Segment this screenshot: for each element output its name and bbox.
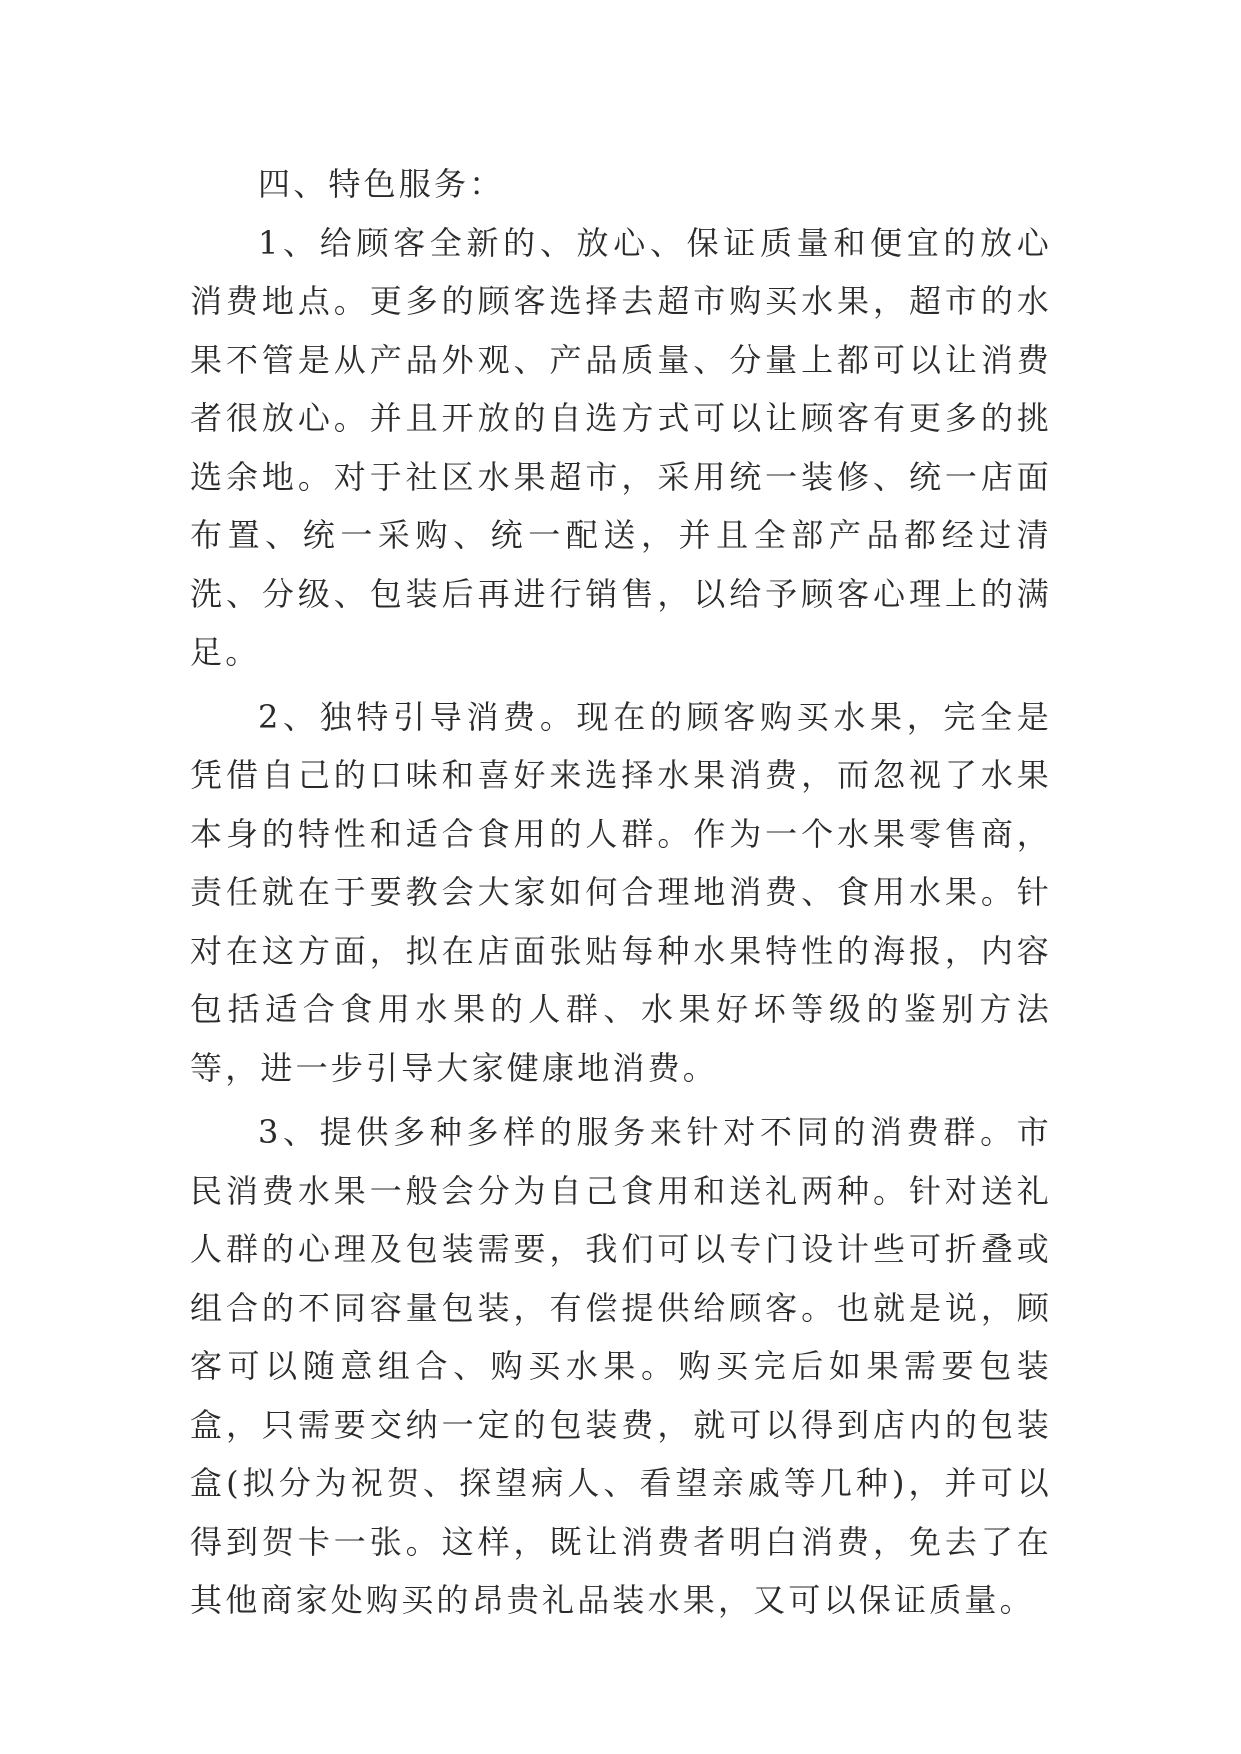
paragraph-3: 3、提供多种多样的服务来针对不同的消费群。市民消费水果一般会分为自己食用和送礼两种。针对送礼人群的心理及包装需要，我们可以专门设计些可折叠或组合的不同容量包装，有偿提供给顾客。也就是说，顾客可以随意组合、购买水果。购买完后如果需要包装盒，只需要交纳一定的包装费，就可以得到店内的包装盒(拟分为祝贺、探望病人、看望亲戚等几种)，并可以得到贺卡一张。这样，既让消费者明白消费，免去了在其他商家处购买的昂贵礼品装水果，又可以保证质量。 — [190, 1113, 1052, 1619]
paragraph-2: 2、独特引导消费。现在的顾客购买水果，完全是凭借自己的口味和喜好来选择水果消费，而忽视了水果本身的特性和适合食用的人群。作为一个水果零售商，责任就在于要教会大家如何合理地消费、食用水果。针对在这方面，拟在店面张贴每种水果特性的海报，内容包括适合食用水果的人群、水果好坏等级的鉴别方法等，进一步引导大家健康地消费。 — [190, 697, 1052, 1087]
document-body — [190, 155, 1052, 1630]
paragraph-1: 1、给顾客全新的、放心、保证质量和便宜的放心消费地点。更多的顾客选择去超市购买水果，超市的水果不管是从产品外观、产品质量、分量上都可以让消费者很放心。并且开放的自选方式可以让顾客有更多的挑选余地。对于社区水果超市，采用统一装修、统一店面布置、统一采购、统一配送，并且全部产品都经过清洗、分级、包装后再进行销售，以给予顾客心理上的满足。 — [190, 223, 1052, 671]
section-heading: 四、特色服务： — [258, 165, 505, 203]
